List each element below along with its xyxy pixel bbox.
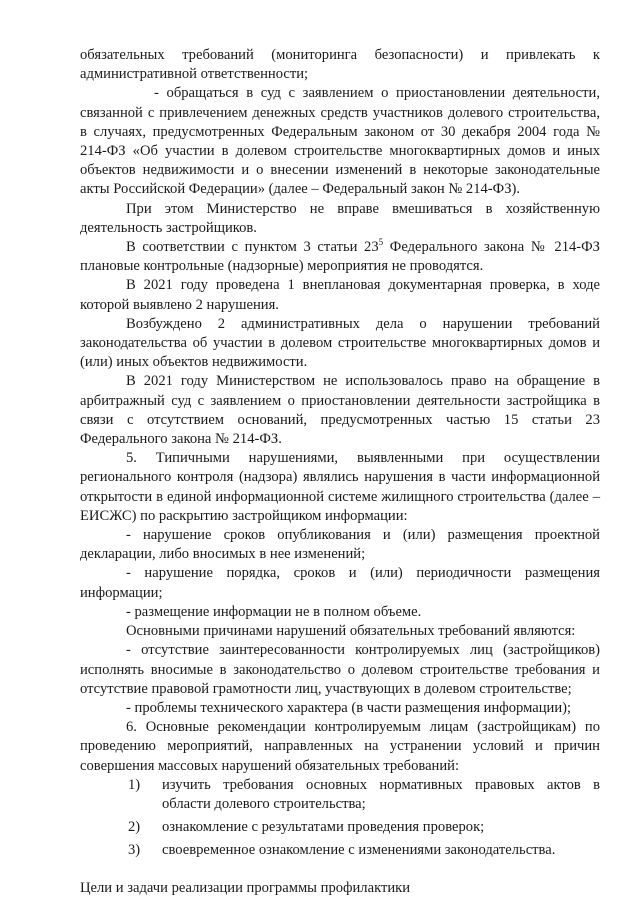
list-item-violation-deadlines: - нарушение сроков опубликования и (или) размещения проектной декларации, либо вносимых в нее изменений; <box>80 527 600 563</box>
document-page <box>80 46 600 898</box>
planned-inspections-text: Федерального закона № 214-ФЗ плановые контрольные (надзорные) мероприятия не проводятся. <box>80 239 600 275</box>
paragraph-administrative-cases: Возбуждено 2 административных дела о нарушении требований законодательства об участии в долевом строительстве многоквартирных домов и (или) иных объектов недвижимости. <box>80 315 600 371</box>
paragraph-arbitration-court: В 2021 году Министерством не использовалось право на обращение в арбитражный суд с заявлением о приостановлении деятельности застройщика в связи с отсутствием оснований, предусмотренных частью 15 статьи 23 Федерального закона № 214-ФЗ. <box>80 373 600 448</box>
unscheduled-text: 2021 году проведена 1 внеплановая документарная проверка, в ходе которой выявлено 2 нарушения. <box>80 277 600 313</box>
recommendation-text: ознакомление с результатами проведения проверок; <box>162 819 485 836</box>
recommendation-number: 3) <box>128 842 141 859</box>
recommendation-item-1 <box>80 776 600 814</box>
section-heading: Цели и задачи реализации программы профилактики <box>80 879 411 896</box>
recommendation-number: 2) <box>128 819 141 836</box>
unscheduled-prefix: В <box>126 277 144 294</box>
paragraph-liability: обязательных требований (мониторинга безопасности) и привлекать к административной ответственности; <box>80 47 600 83</box>
article-superscript: 5 <box>378 237 384 248</box>
recommendation-text: изучить требования основных нормативных правовых актов в области долевого строительства; <box>162 776 600 812</box>
recommendation-item-2 <box>80 818 600 837</box>
paragraph-no-interference: При этом Министерство не вправе вмешиваться в хозяйственную деятельность застройщиков. <box>80 200 600 236</box>
article-reference-text: В соответствии с пунктом 3 статьи 23 <box>126 239 379 256</box>
list-item-cause-interest: - отсутствие заинтересованности контролируемых лиц (застройщиков) исполнять вносимые в законодательство о долевом строительстве требования и отсутствие правовой грамотности лиц, участвующих в долевом строительстве; <box>80 642 600 697</box>
recommendation-text: своевременное ознакомление с изменениями законодательства. <box>162 842 556 859</box>
list-item-cause-technical: - проблемы технического характера (в части размещения информации); <box>126 699 572 716</box>
paragraph-court-right: - обращаться в суд с заявлением о приостановлении деятельности, связанной с привлечением денежных средств участников долевого строительства, в случаях, предусмотренных Федеральным законом от 30 декабря 2004 года № 214-ФЗ «Об участии в долевом строительстве многоквартирных домов и иных объектов недвижимости и о внесении изменений в некоторые законодательные акты Российской Федерации» (далее – Федеральный закон № 214-ФЗ). <box>80 85 600 198</box>
paragraph-typical-violations: 5. Типичными нарушениями, выявленными при осуществлении регионального контроля (надзора) являлись нарушения в части информационной открытости в единой информационной системе жилищного строительства (далее – ЕИСЖС) по раскрытию застройщиком информации: <box>80 450 600 524</box>
paragraph-main-causes: Основными причинами нарушений обязательных требований являются: <box>126 623 576 640</box>
recommendation-number: 1) <box>128 776 141 793</box>
paragraph-recommendations: 6. Основные рекомендации контролируемым лицам (застройщикам) по проведению мероприятий, направленных на устранении условий и причин совершения массовых нарушений обязательных требований: <box>80 719 600 774</box>
paragraph-planned-inspections <box>80 238 600 276</box>
paragraph-unscheduled-inspection <box>80 276 600 314</box>
recommendation-item-3 <box>80 841 600 860</box>
list-item-violation-incomplete: - размещение информации не в полном объеме. <box>126 603 422 620</box>
list-item-violation-order: - нарушение порядка, сроков и (или) периодичности размещения информации; <box>80 565 600 601</box>
